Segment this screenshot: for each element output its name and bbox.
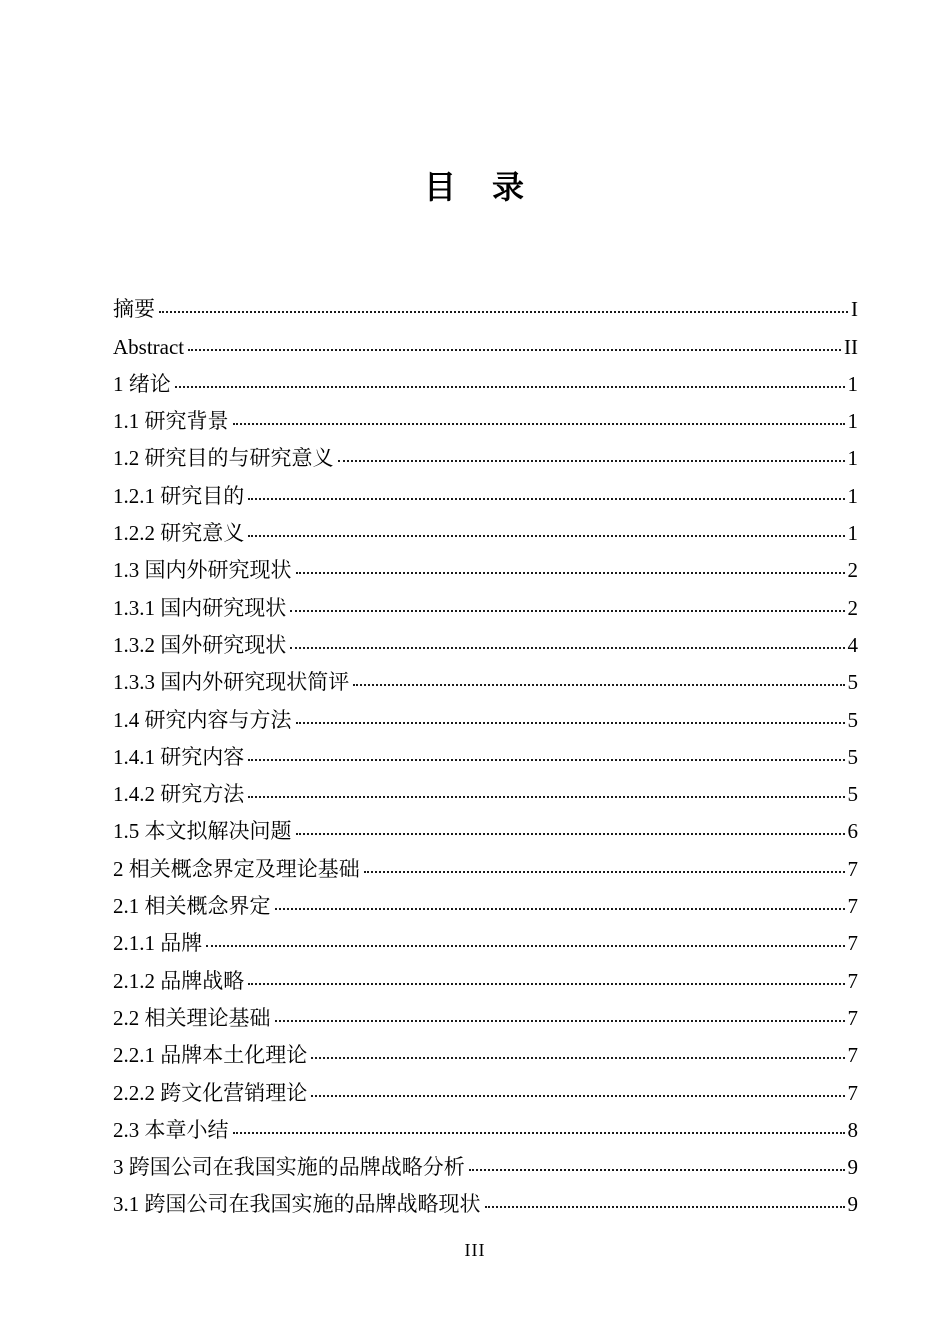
toc-entry-page-number: 5 [847, 744, 858, 769]
toc-entry-label: 3.1 跨国公司在我国实施的品牌战略现状 [113, 1192, 481, 1217]
toc-entry-label: 1.4.1 研究内容 [113, 744, 245, 769]
toc-entry-label: 1.2.2 研究意义 [113, 521, 245, 546]
toc-entry-label: 2.2.1 品牌本土化理论 [113, 1043, 308, 1068]
toc-entry-label: 1 绪论 [113, 371, 171, 396]
toc-entry-page-number: 2 [847, 558, 858, 583]
toc-entry-page-number: 5 [847, 782, 858, 807]
toc-entry [113, 1147, 858, 1184]
toc-entry-page-number: 2 [847, 595, 858, 620]
toc-entry-label: 1.4 研究内容与方法 [113, 707, 292, 732]
toc-entry [113, 848, 858, 885]
toc-entry-label: 3 跨国公司在我国实施的品牌战略分析 [113, 1155, 465, 1180]
dot-leader [206, 945, 844, 947]
footer-page-number: III [464, 1240, 486, 1260]
dot-leader [248, 498, 844, 500]
toc-entry [113, 1184, 858, 1221]
toc-entry-page-number: II [844, 334, 858, 359]
toc-entry-label: Abstract [113, 334, 185, 359]
toc-entry-page-number: 7 [847, 856, 858, 881]
toc-entry [113, 1110, 858, 1147]
toc-entry [113, 438, 858, 475]
toc-entry [113, 475, 858, 512]
toc-entry-label: 2.2.2 跨文化营销理论 [113, 1080, 308, 1105]
dot-leader [188, 349, 841, 351]
toc-entry [113, 1035, 858, 1072]
toc-entry-label: 1.3.2 国外研究现状 [113, 632, 287, 657]
toc-entry-label: 摘要 [113, 297, 155, 322]
toc-entry-page-number: 9 [847, 1155, 858, 1180]
dot-leader [353, 684, 844, 686]
toc-entry-label: 2.1 相关概念界定 [113, 894, 271, 919]
toc-entry-page-number: 1 [847, 409, 858, 434]
dot-leader [296, 833, 845, 835]
toc-entry-page-number: 4 [847, 632, 858, 657]
toc-entry [113, 737, 858, 774]
table-of-contents [113, 289, 858, 1221]
dot-leader [338, 460, 845, 462]
toc-entry [113, 625, 858, 662]
dot-leader [296, 572, 845, 574]
toc-entry-label: 1.5 本文拟解决问题 [113, 819, 292, 844]
dot-leader [275, 1020, 845, 1022]
toc-entry-label: 1.2.1 研究目的 [113, 483, 245, 508]
toc-entry-label: 1.1 研究背景 [113, 409, 229, 434]
toc-entry-page-number: 1 [847, 521, 858, 546]
toc-entry [113, 811, 858, 848]
toc-entry-page-number: 7 [847, 1043, 858, 1068]
dot-leader [248, 759, 844, 761]
toc-entry-page-number: 1 [847, 483, 858, 508]
toc-entry [113, 326, 858, 363]
dot-leader [248, 983, 844, 985]
toc-entry [113, 1072, 858, 1109]
dot-leader [233, 1132, 845, 1134]
toc-entry-label: 2.2 相关理论基础 [113, 1005, 271, 1030]
toc-entry-label: 2 相关概念界定及理论基础 [113, 856, 360, 881]
toc-entry-page-number: 7 [847, 1005, 858, 1030]
dot-leader [248, 796, 844, 798]
toc-entry-page-number: 8 [847, 1117, 858, 1142]
dot-leader [364, 871, 845, 873]
dot-leader [469, 1169, 845, 1171]
toc-entry-label: 1.3 国内外研究现状 [113, 558, 292, 583]
toc-entry-page-number: 7 [847, 968, 858, 993]
dot-leader [175, 386, 845, 388]
toc-entry [113, 401, 858, 438]
dot-leader [290, 647, 844, 649]
toc-entry-label: 1.3.1 国内研究现状 [113, 595, 287, 620]
toc-entry [113, 998, 858, 1035]
toc-entry [113, 550, 858, 587]
toc-entry [113, 587, 858, 624]
toc-entry-label: 1.3.3 国内外研究现状简评 [113, 670, 350, 695]
toc-entry [113, 364, 858, 401]
toc-entry-page-number: 1 [847, 371, 858, 396]
toc-entry [113, 886, 858, 923]
toc-entry [113, 513, 858, 550]
toc-entry [113, 774, 858, 811]
toc-entry-label: 2.3 本章小结 [113, 1117, 229, 1142]
dot-leader [159, 311, 848, 313]
toc-entry-label: 1.4.2 研究方法 [113, 782, 245, 807]
toc-entry-label: 2.1.1 品牌 [113, 931, 203, 956]
toc-entry-label: 2.1.2 品牌战略 [113, 968, 245, 993]
dot-leader [275, 908, 845, 910]
toc-entry-page-number: 7 [847, 894, 858, 919]
dot-leader [296, 722, 845, 724]
toc-entry [113, 923, 858, 960]
toc-entry-page-number: 7 [847, 1080, 858, 1105]
toc-entry [113, 662, 858, 699]
toc-entry-page-number: 6 [847, 819, 858, 844]
dot-leader [233, 423, 845, 425]
dot-leader [311, 1057, 844, 1059]
dot-leader [485, 1206, 845, 1208]
toc-entry [113, 699, 858, 736]
toc-entry-page-number: 1 [847, 446, 858, 471]
toc-entry-label: 1.2 研究目的与研究意义 [113, 446, 334, 471]
dot-leader [248, 535, 844, 537]
toc-entry [113, 289, 858, 326]
dot-leader [290, 610, 844, 612]
toc-entry-page-number: 9 [847, 1192, 858, 1217]
toc-entry-page-number: 5 [847, 707, 858, 732]
dot-leader [311, 1095, 844, 1097]
toc-entry-page-number: 7 [847, 931, 858, 956]
toc-entry-page-number: 5 [847, 670, 858, 695]
toc-entry [113, 960, 858, 997]
page-title: 目 录 [423, 168, 526, 206]
toc-entry-page-number: I [851, 297, 858, 322]
